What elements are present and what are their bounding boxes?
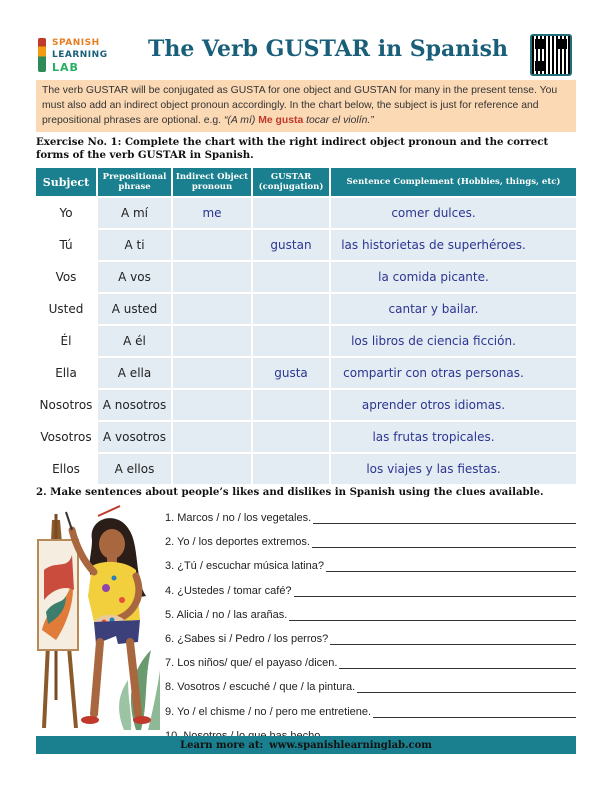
- sentence-clue: 7. Los niños/ que/ el payaso /dicen.: [165, 657, 338, 670]
- cell-complement: las historietas de superhéroes.: [331, 230, 576, 260]
- footer-banner: [36, 736, 576, 754]
- cell-conjugation-input[interactable]: [253, 390, 329, 420]
- cell-pronoun-input[interactable]: [173, 358, 251, 388]
- cell-conjugation-input[interactable]: gusta: [253, 358, 329, 388]
- cell-prepositional-phrase: A mí: [98, 198, 171, 228]
- cell-conjugation-input[interactable]: [253, 294, 329, 324]
- table-row: [36, 262, 576, 292]
- cell-prepositional-phrase: A ellos: [98, 454, 171, 484]
- answer-line-input[interactable]: [289, 607, 576, 621]
- cell-conjugation-input[interactable]: [253, 326, 329, 356]
- cell-conjugation-input[interactable]: gustan: [253, 230, 329, 260]
- list-item: [165, 528, 576, 548]
- header-prepositional-phrase: Prepositional phrase: [98, 168, 171, 196]
- header-sentence-complement: Sentence Complement (Hobbies, things, etc): [331, 168, 576, 196]
- spanish-learning-lab-logo[interactable]: [36, 36, 132, 76]
- cell-prepositional-phrase: A nosotros: [98, 390, 171, 420]
- cell-subject: Tú: [36, 230, 96, 260]
- table-row: [36, 198, 576, 228]
- cell-prepositional-phrase: A vosotros: [98, 422, 171, 452]
- table-row: [36, 294, 576, 324]
- page-title: The Verb GUSTAR in Spanish: [147, 36, 508, 62]
- list-item: [165, 625, 576, 645]
- cell-pronoun-input[interactable]: [173, 294, 251, 324]
- intro-example-open: “(A mí): [223, 115, 259, 126]
- header-indirect-object-pronoun: Indirect Object pronoun: [173, 168, 251, 196]
- cell-subject: Ella: [36, 358, 96, 388]
- cell-complement: cantar y bailar.: [331, 294, 576, 324]
- painter-illustration: [36, 500, 160, 732]
- list-item: [165, 649, 576, 669]
- cell-complement: aprender otros idiomas.: [331, 390, 576, 420]
- footer-label: Learn more at:: [180, 739, 264, 751]
- sentence-clue: 5. Alicia / no / las arañas.: [165, 608, 288, 621]
- cell-prepositional-phrase: A ti: [98, 230, 171, 260]
- intro-box: [36, 80, 576, 132]
- cell-prepositional-phrase: A él: [98, 326, 171, 356]
- answer-line-input[interactable]: [294, 583, 576, 597]
- table-row: [36, 326, 576, 356]
- cell-complement: la comida picante.: [331, 262, 576, 292]
- sentence-clue: 8. Vosotros / escuché / que / la pintura.: [165, 681, 356, 694]
- cell-pronoun-input[interactable]: [173, 422, 251, 452]
- intro-text: The verb GUSTAR will be conjugated as GUSTA for one object and GUSTAN for many in the present tense. You must also add an indirect object pronoun accordingly. In the chart below, the subject is just for reference and prepositional phrases are optional. e.g.: [42, 85, 558, 126]
- cell-subject: Ellos: [36, 454, 96, 484]
- sentence-clue: 4. ¿Ustedes / tomar café?: [165, 584, 292, 597]
- answer-line-input[interactable]: [339, 655, 576, 669]
- table-row: [36, 390, 576, 420]
- list-item: [165, 552, 576, 572]
- header-gustar-conjugation: GUSTAR (conjugation): [253, 168, 329, 196]
- sentence-clue: 3. ¿Tú / escuchar música latina?: [165, 560, 324, 573]
- cell-subject: Vos: [36, 262, 96, 292]
- cell-conjugation-input[interactable]: [253, 454, 329, 484]
- table-row: [36, 358, 576, 388]
- logo-text-spanish: SPANISH: [52, 38, 100, 48]
- cell-subject: Él: [36, 326, 96, 356]
- cell-subject: Nosotros: [36, 390, 96, 420]
- cell-pronoun-input[interactable]: [173, 454, 251, 484]
- list-item: [165, 504, 576, 524]
- cell-pronoun-input[interactable]: [173, 230, 251, 260]
- cell-subject: Usted: [36, 294, 96, 324]
- table-row: [36, 422, 576, 452]
- cell-complement: los libros de ciencia ficción.: [331, 326, 576, 356]
- cell-prepositional-phrase: A vos: [98, 262, 171, 292]
- list-item: [165, 601, 576, 621]
- list-item: [165, 698, 576, 718]
- footer-url-link[interactable]: www.spanishlearninglab.com: [269, 739, 432, 751]
- cell-prepositional-phrase: A usted: [98, 294, 171, 324]
- sentence-clue: 2. Yo / los deportes extremos.: [165, 536, 310, 549]
- table-row: [36, 230, 576, 260]
- qr-code-icon[interactable]: [530, 34, 572, 76]
- cell-complement: las frutas tropicales.: [331, 422, 576, 452]
- sentence-clue: 1. Marcos / no / los vegetales.: [165, 512, 312, 524]
- cell-prepositional-phrase: A ella: [98, 358, 171, 388]
- sentence-clue: 6. ¿Sabes si / Pedro / los perros?: [165, 633, 329, 645]
- cell-complement: comer dulces.: [331, 198, 576, 228]
- answer-line-input[interactable]: [326, 558, 576, 572]
- cell-pronoun-input[interactable]: [173, 262, 251, 292]
- cell-conjugation-input[interactable]: [253, 198, 329, 228]
- cell-conjugation-input[interactable]: [253, 422, 329, 452]
- sentence-clue: 9. Yo / el chisme / no / pero me entretiene.: [165, 705, 372, 718]
- answer-line-input[interactable]: [312, 534, 576, 548]
- cell-pronoun-input[interactable]: me: [173, 198, 251, 228]
- cell-complement: compartir con otras personas.: [331, 358, 576, 388]
- cell-complement: los viajes y las fiestas.: [331, 454, 576, 484]
- logo-text-learning: LEARNING: [52, 50, 108, 60]
- cell-subject: Yo: [36, 198, 96, 228]
- pencil-icon: [38, 38, 46, 72]
- answer-line-input[interactable]: [357, 679, 576, 693]
- logo-text-lab: LAB: [52, 61, 79, 74]
- header-subject: Subject: [36, 168, 96, 196]
- list-item: [165, 673, 576, 693]
- cell-conjugation-input[interactable]: [253, 262, 329, 292]
- exercise-2-instruction: 2. Make sentences about people’s likes and dislikes in Spanish using the clues available.: [36, 486, 544, 498]
- answer-line-input[interactable]: [330, 631, 576, 645]
- intro-example-close: tocar el violín.”: [303, 115, 374, 126]
- answer-line-input[interactable]: [373, 704, 576, 718]
- answer-line-input[interactable]: [313, 510, 576, 524]
- table-row: [36, 454, 576, 484]
- cell-pronoun-input[interactable]: [173, 390, 251, 420]
- intro-example-highlight: Me gusta: [258, 115, 304, 126]
- cell-subject: Vosotros: [36, 422, 96, 452]
- exercise-1-instruction: Exercise No. 1: Complete the chart with the right indirect object pronoun and the correct forms of the verb GUSTAR in Spanish.: [36, 136, 549, 161]
- table-header-row: [36, 168, 576, 196]
- header: [36, 34, 576, 78]
- list-item: [165, 577, 576, 597]
- cell-pronoun-input[interactable]: [173, 326, 251, 356]
